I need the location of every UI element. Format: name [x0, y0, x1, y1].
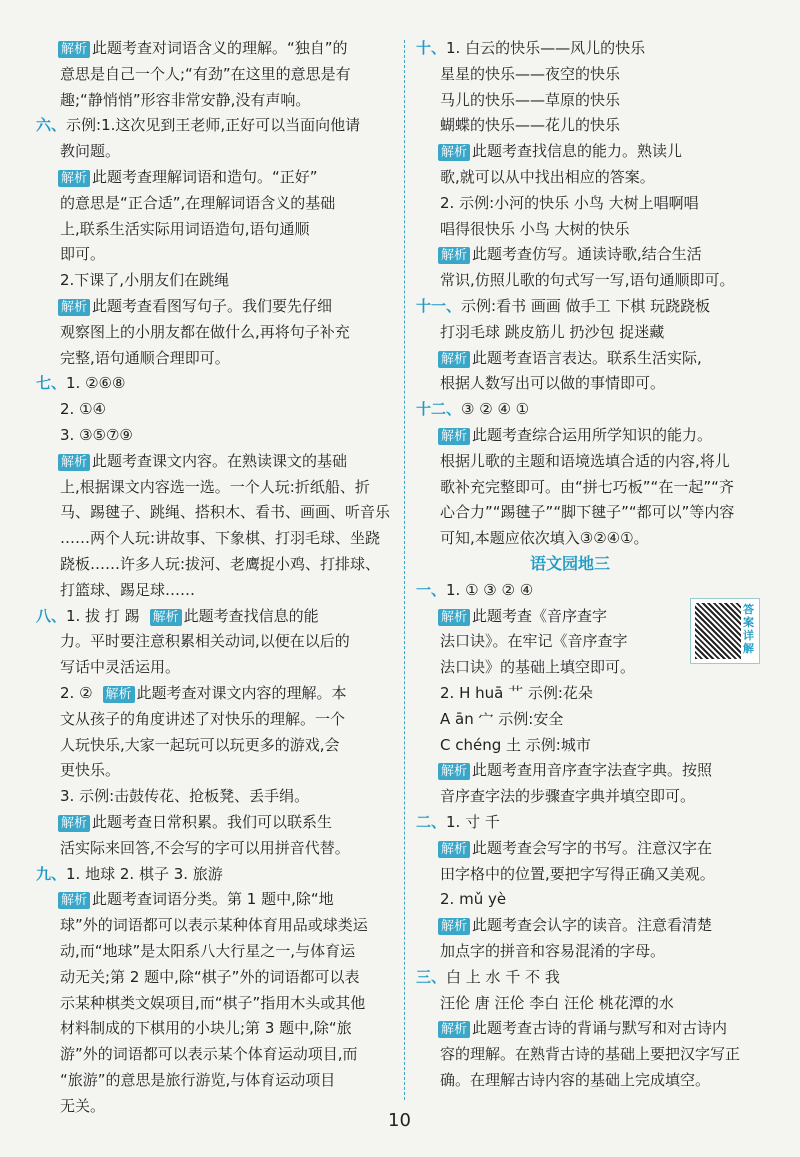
line-text: ……两个人玩:讲故事、下象棋、打羽毛球、坐跷 [60, 529, 381, 548]
line-text: 此题考查课文内容。在熟读课文的基础 [92, 451, 348, 470]
analysis-tag: 解析 [438, 247, 470, 264]
text-line [440, 64, 620, 84]
text-line [60, 193, 335, 213]
question-number: 八、 [36, 606, 67, 625]
text-line [60, 993, 365, 1013]
line-text: 示例:看书 画画 做手工 下棋 玩跷跷板 [461, 297, 711, 315]
line-text: ③ ② ④ ① [461, 400, 530, 419]
line-text: 星星的快乐——夜空的快乐 [440, 64, 621, 83]
qr-label: 答案详解 [743, 603, 754, 655]
question-number: 三、 [416, 967, 447, 986]
text-line [58, 889, 334, 909]
text-line [416, 967, 560, 987]
line-text: 1. 白云的快乐——风儿的快乐 [446, 39, 646, 57]
line-text: 2. mǔ yè [440, 890, 507, 909]
analysis-tag: 解析 [58, 892, 90, 909]
text-line [440, 786, 695, 806]
text-line [60, 915, 368, 935]
line-text: 唱得很快乐 小鸟 大树的快乐 [440, 219, 630, 238]
line-text: 此题考查对词语含义的理解。“独自”的 [92, 39, 348, 57]
line-text: A ān 宀 示例:安全 [440, 709, 564, 728]
text-line [60, 735, 340, 755]
analysis-tag: 解析 [438, 144, 470, 161]
text-line [440, 193, 699, 213]
line-text: 此题考查综合运用所学知识的能力。 [472, 426, 713, 444]
text-line [60, 1018, 352, 1038]
text-line [416, 38, 645, 58]
line-text: 1. 拔 打 踢 [66, 606, 140, 625]
text-line [60, 967, 359, 987]
line-text: 动无关;第 2 题中,除“棋子”外的词语都可以表 [60, 967, 360, 986]
text-line [440, 90, 620, 110]
text-line [60, 219, 310, 239]
text-line [60, 554, 380, 574]
line-text: 打羽毛球 跳皮筋儿 扔沙包 捉迷藏 [440, 322, 665, 341]
line-text: 文从孩子的角度讲述了对快乐的理解。一个 [60, 709, 346, 728]
line-text: 活实际来回答,不会写的字可以用拼音代替。 [60, 838, 350, 857]
analysis-tag: 解析 [150, 609, 182, 626]
text-line [440, 1044, 740, 1064]
analysis-tag: 解析 [58, 299, 90, 316]
line-text: 歌,就可以从中找出相应的答案。 [440, 168, 655, 186]
text-line [60, 399, 106, 419]
line-text: 示某种棋类文娱项目,而“棋子”指用木头或其他 [60, 993, 366, 1012]
line-text: 意思是自己一个人;“有劲”在这里的意思是有 [60, 64, 351, 83]
text-line [60, 786, 309, 806]
line-text: 上,根据课文内容选一选。一个人玩:折纸船、折 [60, 477, 370, 496]
text-line [60, 657, 180, 677]
line-text: 观察图上的小朋友都在做什么,再将句子补充 [60, 322, 350, 341]
line-text: 此题考查词语分类。第 1 题中,除“地 [92, 890, 334, 909]
line-text: 球”外的词语都可以表示某种体育用品或球类运 [60, 916, 368, 935]
question-number: 二、 [416, 813, 447, 831]
analysis-tag: 解析 [438, 918, 470, 935]
text-line [58, 296, 332, 316]
line-text: 法口诀》。在牢记《音序查字 [440, 632, 628, 651]
text-line [60, 838, 350, 858]
text-line [440, 864, 715, 884]
line-text: 2.下课了,小朋友们在跳绳 [60, 271, 230, 290]
text-line [440, 219, 630, 239]
analysis-tag: 解析 [438, 841, 470, 858]
line-text: 此题考查仿写。通读诗歌,结合生活 [472, 245, 702, 264]
section-heading: 语文园地三 [530, 554, 611, 573]
text-line [416, 296, 710, 316]
question-number: 十、 [416, 39, 447, 57]
text-line [60, 322, 350, 342]
text-line [440, 993, 674, 1013]
line-text: 常识,仿照儿歌的句式写一写,语句通顺即可。 [440, 271, 735, 290]
line-text: 根据儿歌的主题和语境选填合适的内容,将儿 [440, 451, 730, 470]
text-line [440, 683, 593, 703]
line-text: 材料制成的下棋用的小块儿;第 3 题中,除“旅 [60, 1019, 352, 1038]
line-text: 2. ② [60, 684, 93, 702]
line-text: 1. 地球 2. 棋子 3. 旅游 [66, 864, 223, 883]
line-text: 1. ① ③ ② ④ [446, 580, 534, 599]
text-line [440, 115, 620, 135]
line-text: 1. 寸 千 [446, 813, 500, 831]
text-line [60, 244, 105, 264]
analysis-tag: 解析 [103, 686, 135, 703]
text-line [440, 528, 649, 548]
question-number: 十二、 [416, 400, 462, 419]
text-line [438, 915, 712, 935]
line-text: 法口诀》的基础上填空即可。 [440, 658, 636, 677]
line-text: 此题考查语言表达。联系生活实际, [472, 348, 702, 367]
text-line [60, 270, 229, 290]
page-number: 10 [388, 1110, 411, 1131]
text-line [60, 760, 120, 780]
question-number: 十一、 [416, 297, 462, 315]
line-text: 白 上 水 千 不 我 [446, 967, 560, 986]
line-text: 1. ②⑥⑧ [66, 374, 126, 393]
text-line [58, 812, 332, 832]
text-line [440, 451, 730, 471]
text-line [58, 38, 348, 58]
text-line [438, 348, 702, 368]
text-line [36, 115, 360, 135]
text-line [438, 1018, 727, 1038]
line-text: 可知,本题应依次填入③②④①。 [440, 529, 649, 548]
line-text: 2. ①④ [60, 400, 106, 419]
line-text: 此题考查《音序查字 [472, 606, 608, 625]
text-line [36, 864, 223, 884]
text-line [36, 606, 319, 626]
question-number: 九、 [36, 864, 67, 883]
line-text: 此题考查看图写句子。我们要先仔细 [92, 297, 333, 315]
question-number: 六、 [36, 116, 67, 135]
text-line [60, 348, 230, 368]
line-text: 此题考查对课文内容的理解。本 [136, 684, 347, 702]
analysis-tag: 解析 [58, 41, 90, 58]
line-text: 此题考查找信息的能力。熟读儿 [472, 142, 683, 161]
text-line [58, 451, 347, 471]
line-text: 此题考查古诗的背诵与默写和对古诗内 [472, 1019, 728, 1038]
text-line [440, 657, 635, 677]
text-line [36, 373, 125, 393]
text-line [440, 167, 655, 187]
text-line [60, 941, 355, 961]
text-line [60, 1044, 358, 1064]
line-text: 3. ③⑤⑦⑨ [60, 426, 133, 444]
text-line [440, 941, 665, 961]
analysis-tag: 解析 [438, 763, 470, 780]
text-line [440, 477, 734, 497]
text-line [438, 244, 702, 264]
column-divider [404, 40, 405, 1100]
question-number: 七、 [36, 374, 67, 393]
line-text: 完整,语句通顺合理即可。 [60, 348, 230, 367]
line-text: 马儿的快乐——草原的快乐 [440, 90, 621, 109]
text-line [60, 683, 347, 703]
analysis-tag: 解析 [58, 170, 90, 187]
text-line [60, 477, 370, 497]
analysis-tag: 解析 [438, 609, 470, 626]
line-text: 马、踢毽子、跳绳、搭积木、看书、画画、听音乐 [60, 503, 391, 522]
text-line [60, 709, 345, 729]
line-text: 教问题。 [60, 142, 121, 161]
line-text: 2. H huā 艹 示例:花朵 [440, 684, 593, 702]
line-text: 此题考查日常积累。我们可以联系生 [92, 813, 333, 831]
line-text: 田字格中的位置,要把字写得正确又美观。 [440, 864, 715, 883]
line-text: 心合力”“踢毽子”“脚下毽子”“都可以”等内容 [440, 503, 735, 522]
text-line [60, 528, 380, 548]
line-text: 音序查字法的步骤查字典并填空即可。 [440, 787, 696, 806]
line-text: 更快乐。 [60, 761, 121, 780]
text-line [440, 1070, 710, 1090]
line-text: 3. 示例:击鼓传花、抢板凳、丢手绢。 [60, 787, 310, 806]
analysis-tag: 解析 [438, 351, 470, 368]
line-text: 写话中灵活运用。 [60, 658, 181, 677]
qr-pattern [695, 603, 741, 659]
line-text: 示例:1.这次见到王老师,正好可以当面向他请 [66, 116, 361, 135]
text-line [440, 502, 734, 522]
line-text: 此题考查理解词语和造句。“正好” [92, 168, 318, 186]
text-line [438, 760, 712, 780]
text-line [440, 631, 628, 651]
text-line [438, 838, 712, 858]
text-line [438, 425, 712, 445]
text-line [60, 631, 350, 651]
line-text: 容的理解。在熟背古诗的基础上要把汉字写正 [440, 1045, 741, 1064]
text-line [60, 1070, 335, 1090]
line-text: 动,而“地球”是太阳系八大行星之一,与体育运 [60, 942, 356, 960]
line-text: 歌补充完整即可。由“拼七巧板”“在一起”“齐 [440, 477, 734, 496]
line-text: 即可。 [60, 245, 106, 264]
line-text: 加点字的拼音和容易混淆的字母。 [440, 942, 666, 960]
text-line [440, 709, 563, 729]
text-line [440, 270, 735, 290]
analysis-tag: 解析 [58, 815, 90, 832]
line-text: 汪伦 唐 汪伦 李白 汪伦 桃花潭的水 [440, 993, 674, 1012]
line-text: 人玩快乐,大家一起玩可以玩更多的游戏,会 [60, 735, 340, 754]
text-line [60, 64, 351, 84]
text-line [440, 889, 506, 909]
text-line [60, 425, 133, 445]
line-text: 此题考查会写字的书写。注意汉字在 [472, 838, 713, 857]
line-text: 打篮球、踢足球…… [60, 580, 196, 599]
line-text: 趣;“静悄悄”形容非常安静,没有声响。 [60, 90, 311, 109]
analysis-tag: 解析 [438, 428, 470, 445]
line-text: 根据人数写出可以做的事情即可。 [440, 374, 666, 393]
text-line [438, 606, 607, 626]
text-line [60, 141, 120, 161]
line-text: 上,联系生活实际用词语造句,语句通顺 [60, 219, 310, 238]
text-line [58, 167, 318, 187]
line-text: 游”外的词语都可以表示某个体育运动项目,而 [60, 1045, 358, 1064]
text-line [60, 1096, 105, 1116]
text-line [440, 373, 665, 393]
text-line [60, 502, 390, 522]
text-line [438, 141, 682, 161]
qr-code-icon[interactable] [690, 598, 760, 664]
text-line [416, 399, 529, 419]
line-text: “旅游”的意思是旅行游览,与体育运动项目 [60, 1071, 336, 1089]
analysis-tag: 解析 [58, 454, 90, 471]
line-text: 跷板……许多人玩:拔河、老鹰捉小鸡、打排球、 [60, 555, 381, 573]
line-text: 力。平时要注意积累相关动词,以便在以后的 [60, 632, 350, 651]
analysis-tag: 解析 [438, 1021, 470, 1038]
line-text: 的意思是“正合适”,在理解词语含义的基础 [60, 193, 336, 212]
line-text: 确。在理解古诗内容的基础上完成填空。 [440, 1071, 711, 1089]
text-line [416, 812, 500, 832]
line-text: 无关。 [60, 1096, 106, 1115]
line-text: 此题考查找信息的能 [183, 606, 319, 625]
text-line [60, 90, 310, 110]
line-text: 2. 示例:小河的快乐 小鸟 大树上唱啊唱 [440, 193, 699, 212]
question-number: 一、 [416, 580, 447, 599]
line-text: C chéng 土 示例:城市 [440, 735, 591, 754]
line-text: 此题考查会认字的读音。注意看清楚 [472, 916, 713, 935]
line-text: 此题考查用音序查字法查字典。按照 [472, 761, 713, 780]
line-text: 蝴蝶的快乐——花儿的快乐 [440, 116, 621, 135]
text-line [416, 580, 533, 600]
text-line [440, 322, 664, 342]
text-line [60, 580, 195, 600]
text-line [440, 735, 591, 755]
